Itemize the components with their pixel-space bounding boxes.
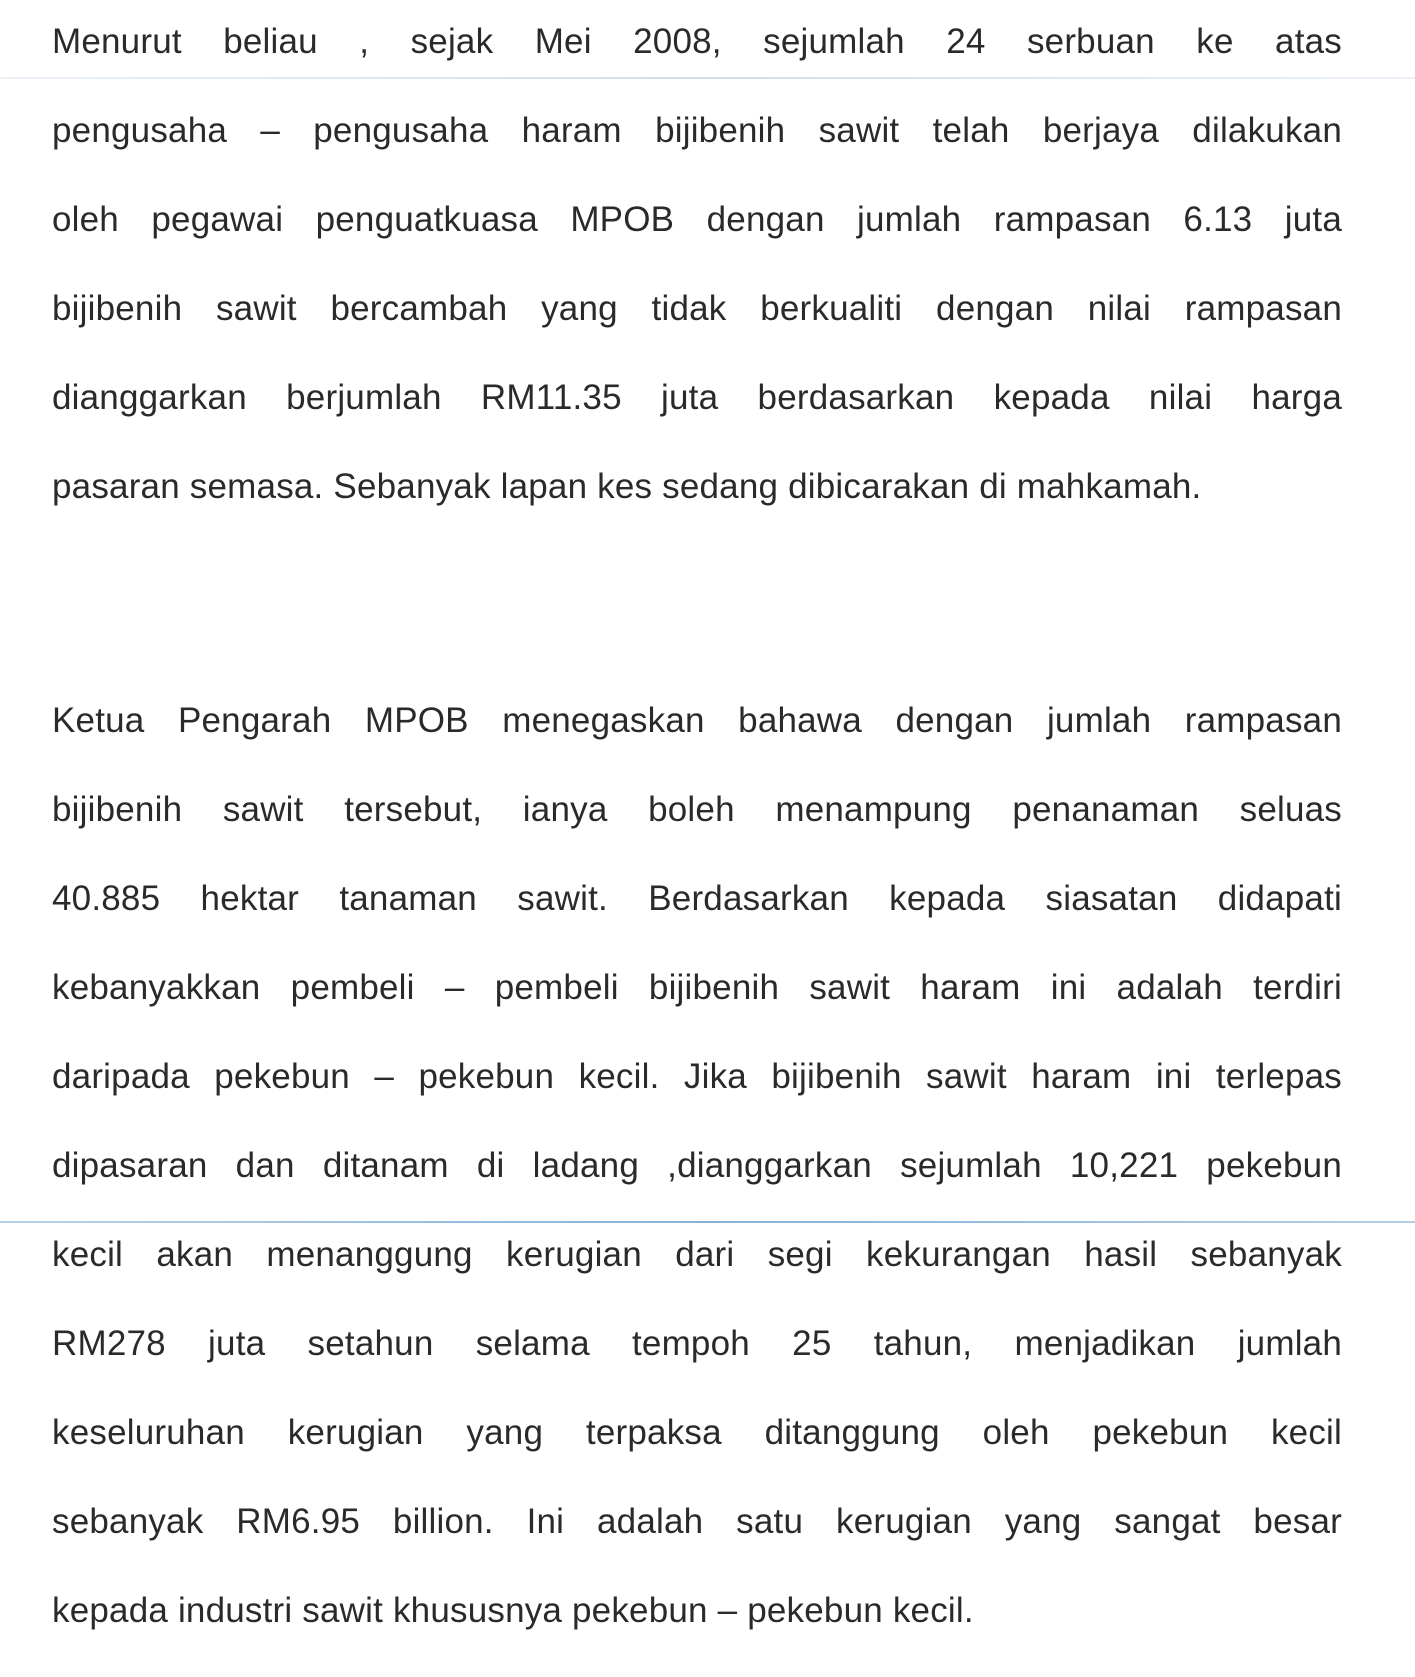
paragraph-2-line-3: 40.885 hektar tanaman sawit. Berdasarkan kepada siasatan didapati bbox=[52, 879, 1342, 918]
paragraph-2-line-4: kebanyakkan pembeli – pembeli bijibenih sawit haram ini adalah terdiri bbox=[52, 968, 1342, 1007]
paragraph-2-line-9: keseluruhan kerugian yang terpaksa ditanggung oleh pekebun kecil bbox=[52, 1413, 1342, 1452]
paragraph-1-line-3: oleh pegawai penguatkuasa MPOB dengan jumlah rampasan 6.13 juta bbox=[52, 200, 1342, 239]
paragraph-seizure-report bbox=[52, 0, 1342, 531]
paragraph-1-line-2: pengusaha – pengusaha haram bijibenih sawit telah berjaya dilakukan bbox=[52, 111, 1342, 150]
paragraph-1-line-5: dianggarkan berjumlah RM11.35 juta berdasarkan kepada nilai harga bbox=[52, 378, 1342, 417]
paragraph-1-line-1: Menurut beliau , sejak Mei 2008, sejumlah 24 serbuan ke atas bbox=[52, 22, 1342, 61]
paragraph-2-line-1: Ketua Pengarah MPOB menegaskan bahawa dengan jumlah rampasan bbox=[52, 701, 1342, 740]
paragraph-2-line-11: kepada industri sawit khususnya pekebun – pekebun kecil. bbox=[52, 1591, 974, 1630]
paragraph-2-line-6: dipasaran dan ditanam di ladang ,dianggarkan sejumlah 10,221 pekebun bbox=[52, 1146, 1342, 1185]
paragraph-2-line-7: kecil akan menanggung kerugian dari segi kekurangan hasil sebanyak bbox=[52, 1235, 1342, 1274]
paragraph-2-line-2: bijibenih sawit tersebut, ianya boleh menampung penanaman seluas bbox=[52, 790, 1342, 829]
paragraph-1-line-4: bijibenih sawit bercambah yang tidak berkualiti dengan nilai rampasan bbox=[52, 289, 1342, 328]
paragraph-1-line-6: pasaran semasa. Sebanyak lapan kes sedang dibicarakan di mahkamah. bbox=[52, 467, 1202, 506]
paragraph-2-line-8: RM278 juta setahun selama tempoh 25 tahun, menjadikan jumlah bbox=[52, 1324, 1342, 1363]
paragraph-2-line-5: daripada pekebun – pekebun kecil. Jika bijibenih sawit haram ini terlepas bbox=[52, 1057, 1342, 1096]
paragraph-2-line-10: sebanyak RM6.95 billion. Ini adalah satu kerugian yang sangat besar bbox=[52, 1502, 1342, 1541]
paragraph-director-general-statement bbox=[52, 676, 1342, 1655]
